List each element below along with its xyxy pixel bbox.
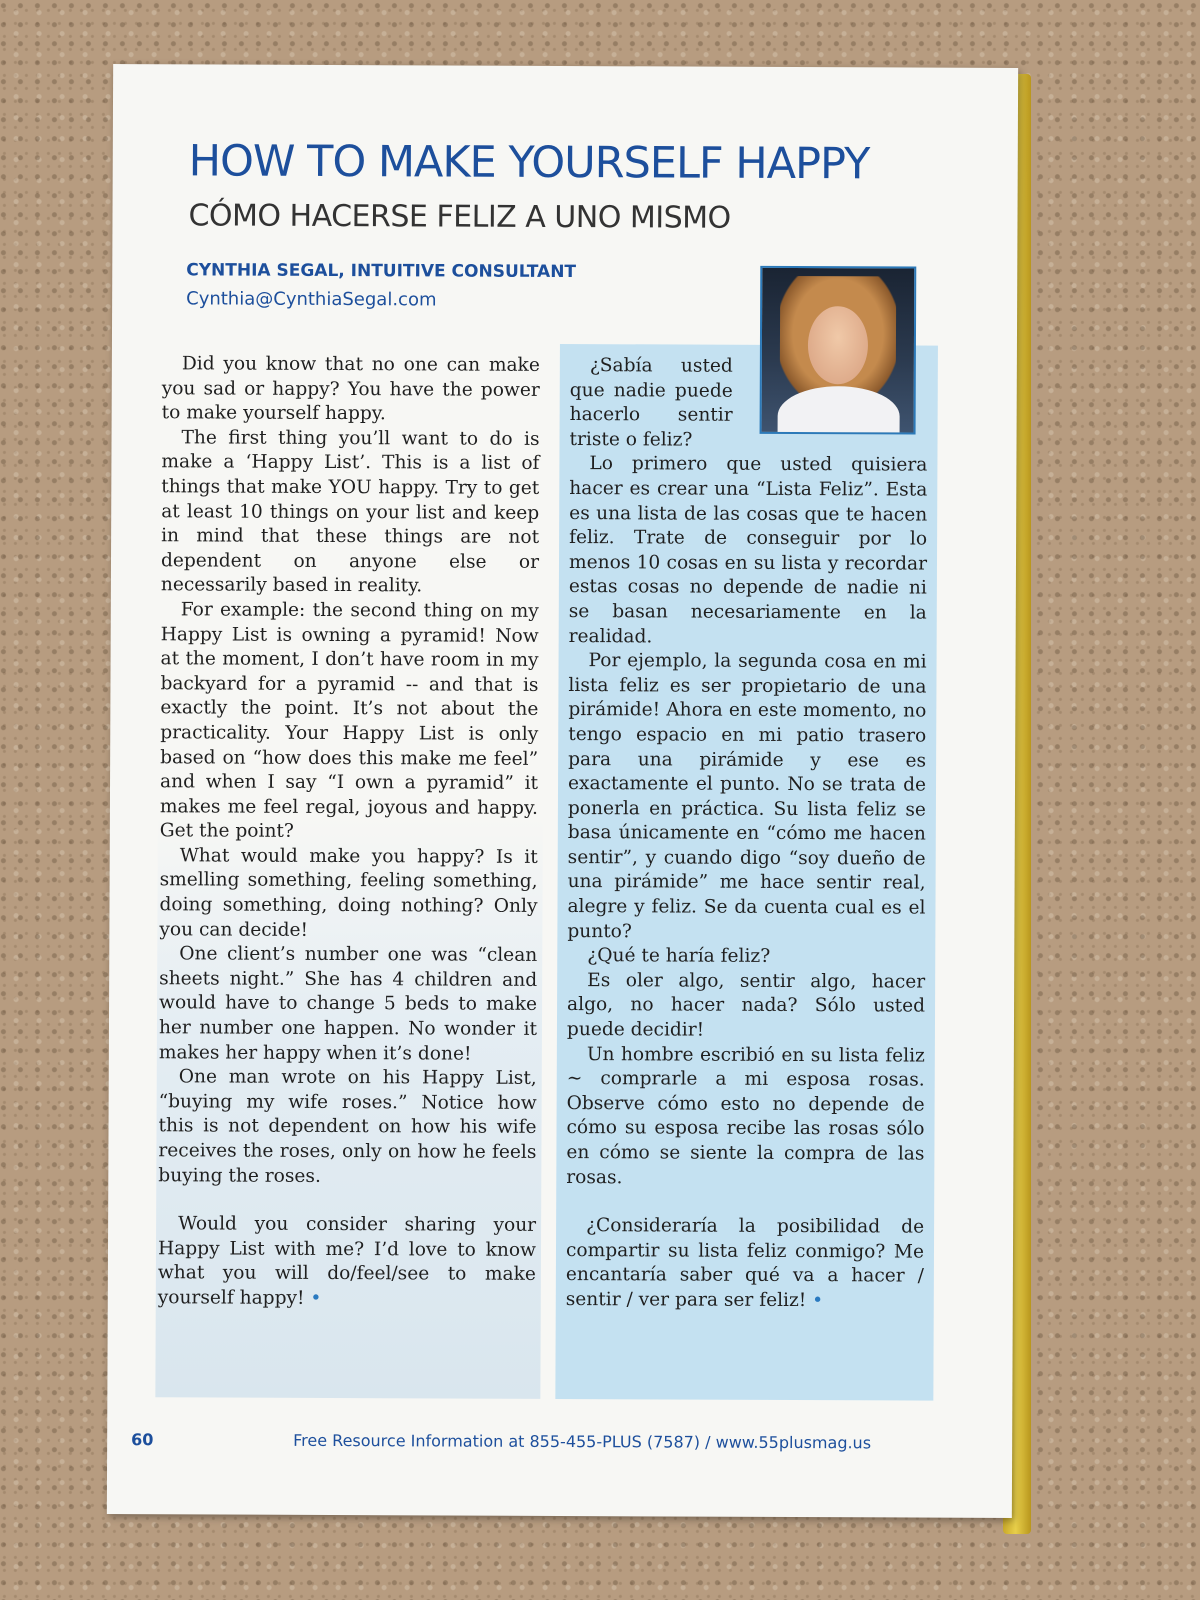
- spanish-paragraph: Por ejemplo, la segunda cosa en mi lista feliz es ser propietario de una pirámide! Ahora en este momento, no tengo espacio en mi patio trasero para una pirámide y ese es exactamente el punto. No se trata de ponerla en práctica. Su lista feliz se basa únicamente en “cómo me hacen sentir”, y cuando digo “soy dueño de una pirámide” me hace sentir real, alegre y feliz. Se da cuenta cual es el punto?: [567, 650, 927, 942]
- spanish-paragraph: Lo primero que usted quisiera hacer es crear una “Lista Feliz”. Esta es una lista de las cosas que te hacen feliz. Trate de conseguir por lo menos 10 cosas en su lista y recordar estas cosas no depende de nadie ni se basan necesariamente en la realidad.: [568, 453, 928, 647]
- english-paragraph: Did you know that no one can make you sad or happy? You have the power to make yourself happy.: [161, 353, 540, 425]
- english-paragraph: One man wrote on his Happy List, “buying my wife roses.” Notice how this is not dependent on how his wife receives the roses, only on how he feels buying the roses.: [158, 1066, 537, 1187]
- page-number: 60: [131, 1430, 154, 1450]
- english-closing-paragraph: [158, 1212, 536, 1312]
- spanish-closing-paragraph: [566, 1214, 924, 1314]
- photo-wrap-space: [733, 355, 928, 432]
- english-column: [158, 352, 540, 1312]
- spanish-paragraph: Es oler algo, sentir algo, hacer algo, no hacer nada? Sólo usted puede decidir!: [566, 969, 926, 1041]
- article-subtitle: CÓMO HACERSE FELIZ A UNO MISMO: [188, 198, 731, 236]
- english-paragraph: The first thing you’ll want to do is make a ‘Happy List’. This is a list of things that make YOU happy. Try to get at least 10 things on your list and keep in mind that these things are not dependent on anyone else or necessarily based in reality.: [160, 427, 540, 597]
- spanish-paragraph: Un hombre escribió en su lista feliz ~ comprarle a mi esposa rosas. Observe cómo esto no depende de cómo su esposa recibe las rosas sólo en cómo se siente la compra de las rosas.: [566, 1043, 925, 1188]
- english-paragraph: For example: the second thing on my Happy List is owning a pyramid! Now at the moment, I don’t have room in my backyard for a pyramid -- and that is exactly the point. It’s not about the practicality. Your Happy List is only based on “how does this make me feel” and when I say “I own a pyramid” it makes me feel regal, joyous and happy. Get the point?: [159, 599, 539, 843]
- author-email: Cynthia@CynthiaSegal.com: [186, 288, 437, 311]
- footer-resource-info: Free Resource Information at 855-455-PLUS (7587) / www.55plusmag.us: [293, 1430, 872, 1453]
- english-paragraph: One client’s number one was “clean sheets night.” She has 4 children and would have to change 5 beds to make her number one happen. No wonder it makes her happy when it’s done!: [158, 943, 538, 1065]
- english-paragraph: What would make you happy? Is it smelling something, feeling something, doing something, doing nothing? Only you can decide!: [159, 845, 538, 941]
- magazine-page: [107, 64, 1018, 1518]
- end-mark-icon: •: [310, 1287, 322, 1309]
- english-closing-text: Would you consider sharing your Happy List with me? I’d love to know what you will do/feel/see to make yourself happy!: [157, 1213, 537, 1309]
- spanish-paragraph: ¿Qué te haría feliz?: [587, 945, 771, 968]
- spanish-closing-text: ¿Consideraría la posibilidad de compartir su lista feliz conmigo? Me encantaría saber qué va a hacer / sentir / ver para ser feliz!: [565, 1215, 925, 1312]
- author-byline: CYNTHIA SEGAL, INTUITIVE CONSULTANT: [186, 260, 577, 283]
- spanish-paragraph: ¿Sabía usted que nadie puede hacerlo sentir triste o feliz?: [569, 355, 733, 451]
- end-mark-icon: •: [812, 1290, 824, 1312]
- spanish-column: [566, 354, 928, 1314]
- article-title: HOW TO MAKE YOURSELF HAPPY: [188, 136, 870, 190]
